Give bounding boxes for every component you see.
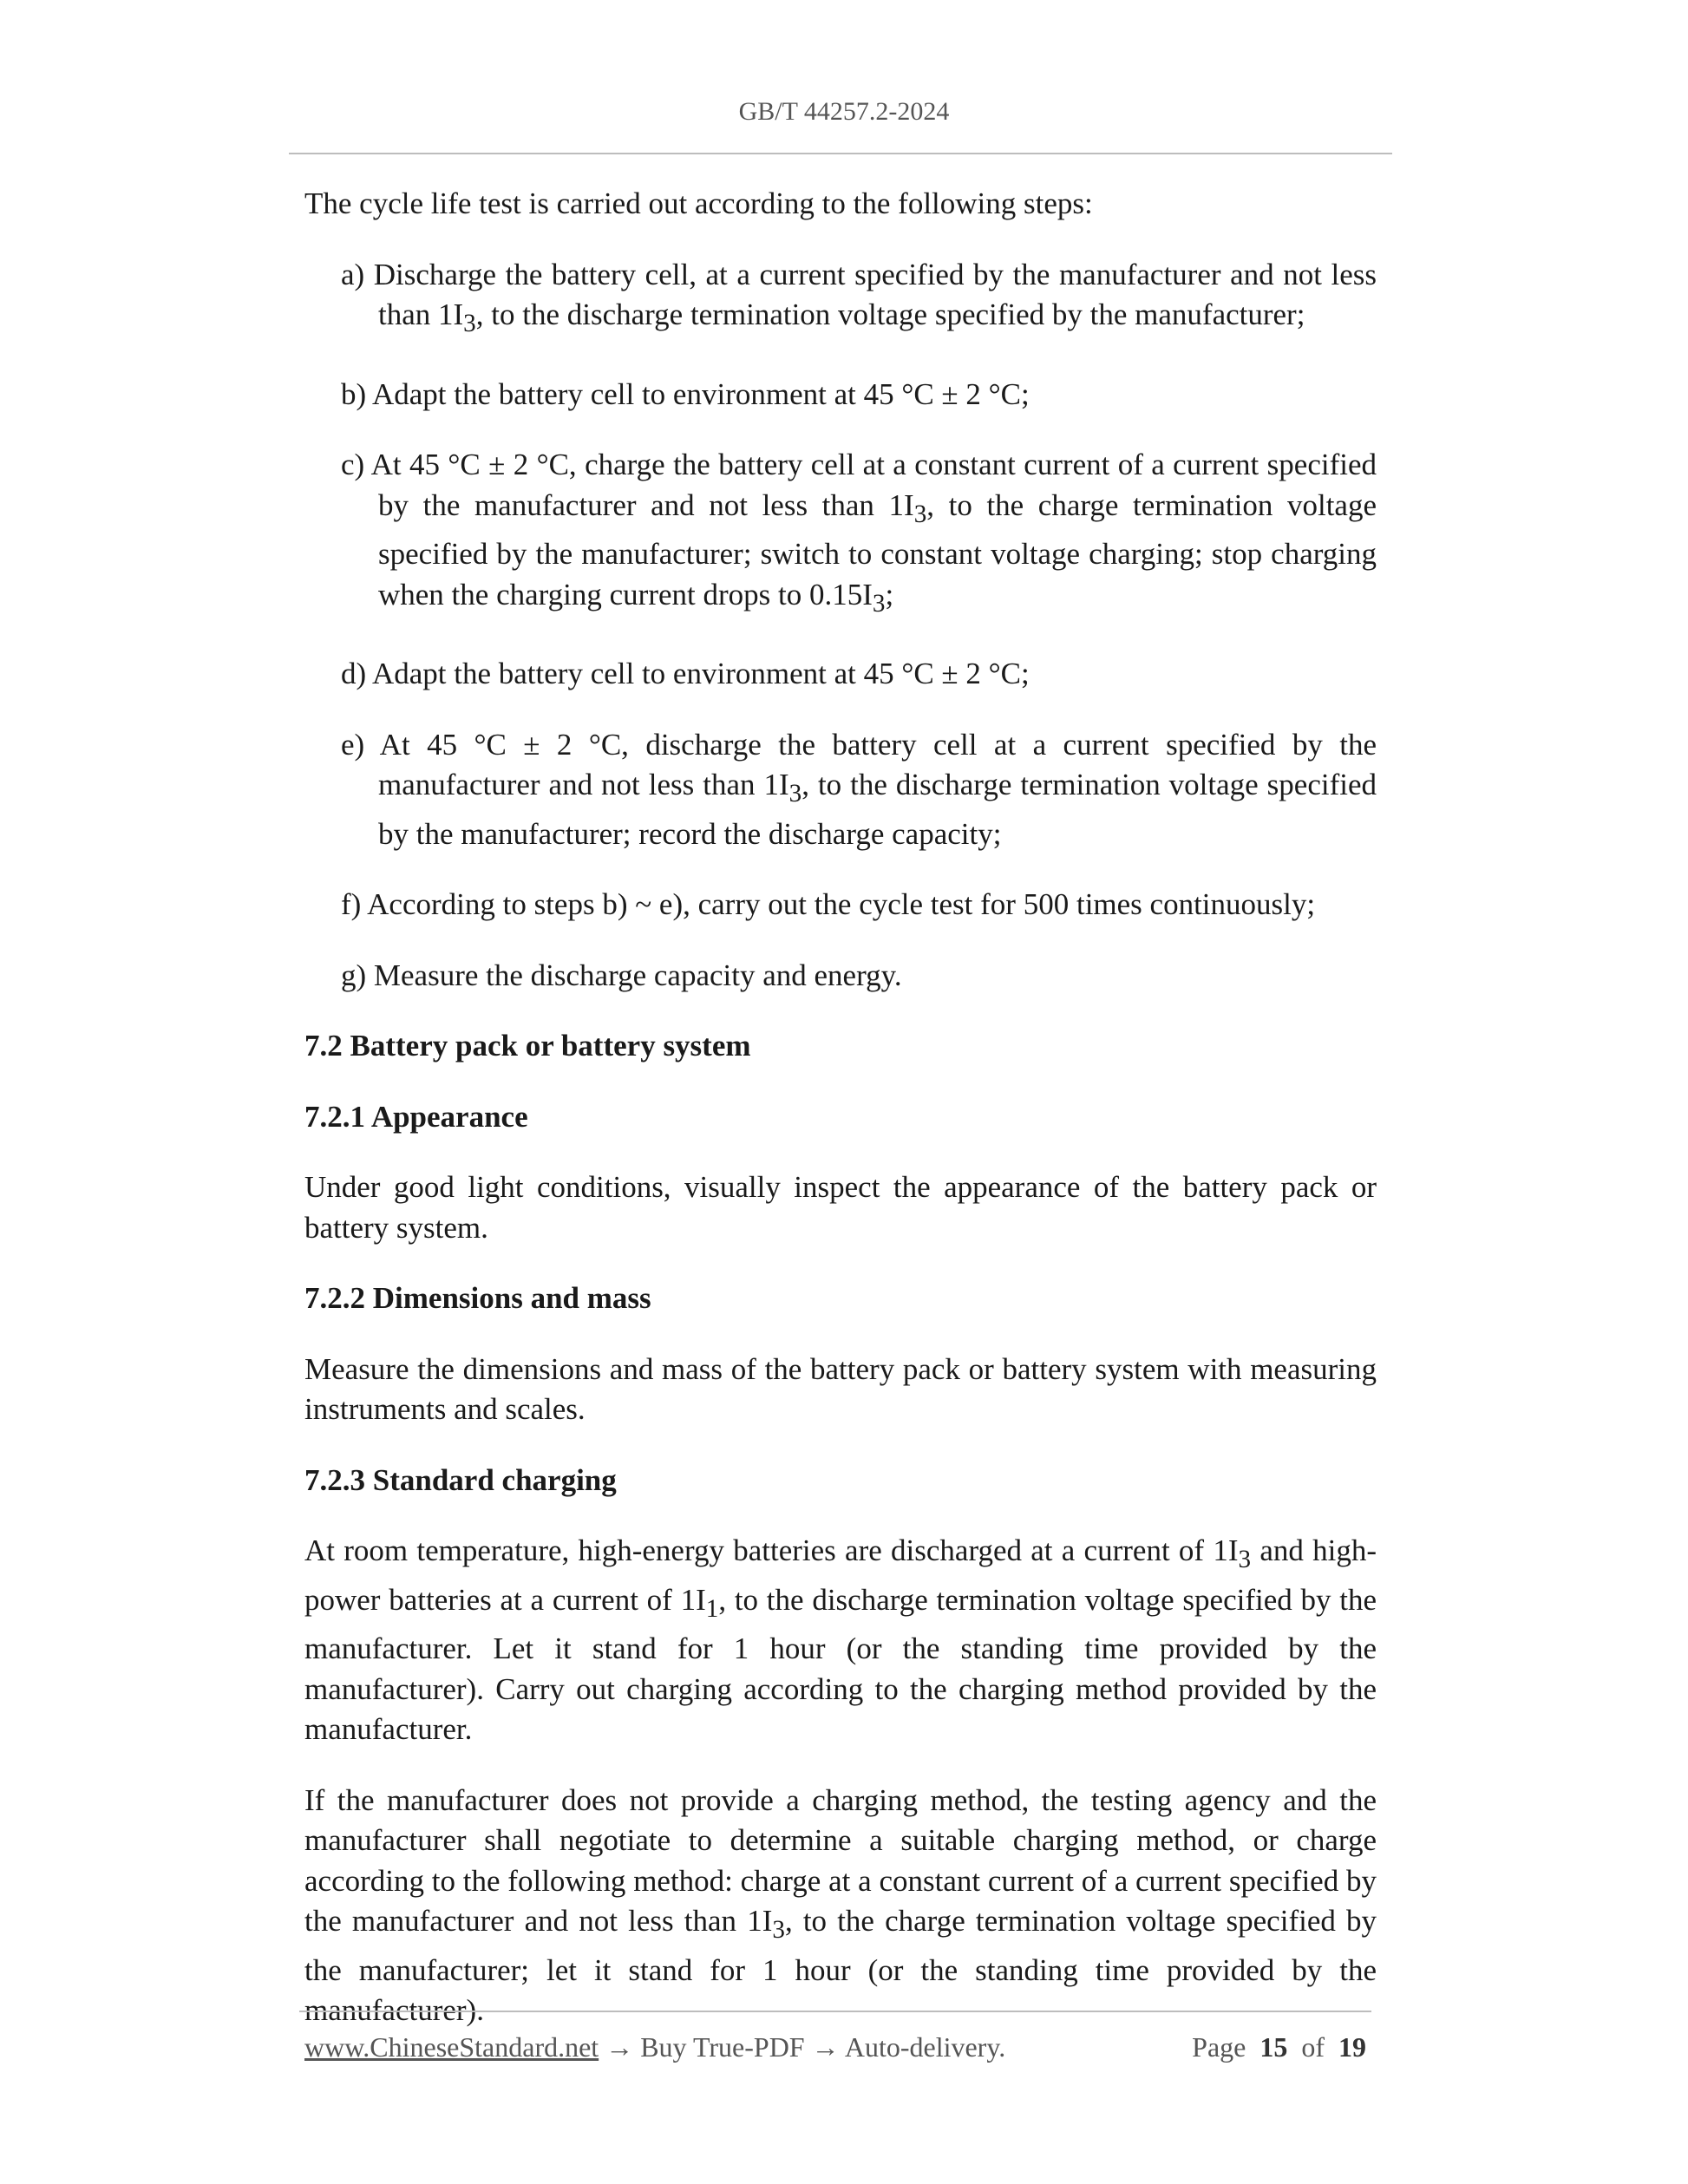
footer-promo bbox=[304, 2031, 1005, 2063]
total-pages: 19 bbox=[1338, 2031, 1366, 2063]
footer-divider bbox=[299, 2011, 1371, 2012]
section-heading-7-2-1: 7.2.1 Appearance bbox=[304, 1099, 528, 1134]
header-divider bbox=[289, 153, 1392, 154]
step-item: g) Measure the discharge capacity and energy. bbox=[341, 958, 902, 992]
section-heading-7-2: 7.2 Battery pack or battery system bbox=[304, 1029, 751, 1063]
auto-delivery-text: Auto-delivery. bbox=[844, 2031, 1006, 2063]
dimensions-paragraph: Measure the dimensions and mass of the battery pack or battery system with measuring instruments and scales. bbox=[304, 1351, 1377, 1426]
step-item: b) Adapt the battery cell to environment at 45 °C ± 2 °C; bbox=[341, 376, 1030, 411]
document-body bbox=[304, 184, 1377, 2062]
step-item: f) According to steps b) ~ e), carry out the cycle test for 500 times continuously; bbox=[341, 887, 1316, 921]
buy-true-pdf-text: Buy True-PDF bbox=[640, 2031, 805, 2063]
arrow-icon: → bbox=[811, 2031, 840, 2063]
document-header: GB/T 44257.2-2024 bbox=[738, 97, 950, 126]
step-item: d) Adapt the battery cell to environment at 45 °C ± 2 °C; bbox=[341, 657, 1030, 690]
step-item: a) Discharge the battery cell, at a current specified by the manufacturer and not less than $1I_3$, to the discharge termination voltage specified by the manufacturer; bbox=[341, 257, 1377, 337]
intro-paragraph: The cycle life test is carried out according to the following steps: bbox=[304, 186, 1093, 220]
standard-charging-paragraph: At room temperature, high-energy batteries are discharged at a current of $1I_3$ and high-power batteries at a current of $1I_1$, to the discharge termination voltage specified by the manufacturer. Let it stand for 1 hour (or the standing time provided by the manufacturer). Carry out charging according to the charging method provided by the manufacturer. bbox=[304, 1533, 1377, 1746]
page-number: 15 bbox=[1259, 2031, 1288, 2063]
of-label: of bbox=[1301, 2031, 1325, 2063]
section-heading-7-2-2: 7.2.2 Dimensions and mass bbox=[304, 1281, 651, 1315]
website-link[interactable]: www.ChineseStandard.net bbox=[304, 2031, 599, 2063]
page-indicator bbox=[1192, 2031, 1366, 2063]
arrow-icon: → bbox=[605, 2031, 634, 2063]
section-heading-7-2-3: 7.2.3 Standard charging bbox=[304, 1462, 617, 1497]
step-item: c) At 45 °C ± 2 °C, charge the battery cell at a constant current of a current specified by the manufacturer and not less than $1I_3$, to the charge termination voltage specified by the manufacturer; switch to constant voltage charging; stop charging when the charging current drops to $0.15I_3$; bbox=[341, 448, 1377, 618]
step-item: e) At 45 °C ± 2 °C, discharge the battery cell at a current specified by the manufacturer and not less than $1I_3$, to the discharge termination voltage specified by the manufacturer; record the discharge capacity; bbox=[341, 727, 1377, 851]
appearance-paragraph: Under good light conditions, visually inspect the appearance of the battery pack or battery system. bbox=[304, 1170, 1377, 1245]
charging-method-paragraph: If the manufacturer does not provide a charging method, the testing agency and the manufacturer shall negotiate to determine a suitable charging method, or charge according to the following method: charge at a constant current of a current specified by the manufacturer and not less than $1I_3$, to the charge termination voltage specified by the manufacturer; let it stand for 1 hour (or the standing time provided by the manufacturer). bbox=[304, 1782, 1377, 2027]
page-label: Page bbox=[1192, 2031, 1246, 2063]
